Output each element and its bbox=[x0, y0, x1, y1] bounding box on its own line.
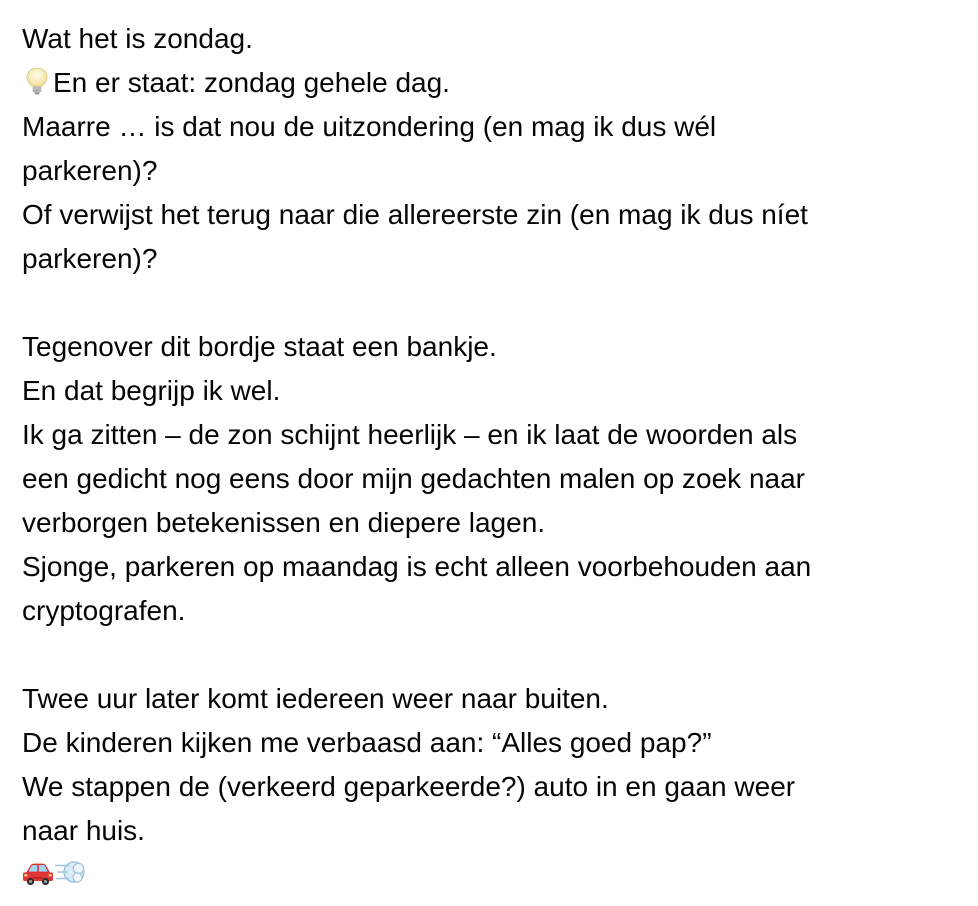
post-line: naar huis. bbox=[22, 815, 145, 846]
emoji-line bbox=[22, 853, 962, 897]
post-line: een gedicht nog eens door mijn gedachten malen op zoek naar bbox=[22, 463, 805, 494]
post-line: verborgen betekenissen en diepere lagen. bbox=[22, 507, 546, 538]
post-line: En dat begrijp ik wel. bbox=[22, 375, 281, 406]
paragraph-break bbox=[22, 633, 962, 677]
post-line: En er staat: zondag gehele dag. bbox=[53, 67, 450, 98]
post-line: Of verwijst het terug naar die allereerste zin (en mag ik dus níet bbox=[22, 199, 808, 230]
post-line: We stappen de (verkeerd geparkeerde?) auto in en gaan weer bbox=[22, 771, 796, 802]
light-bulb-icon bbox=[22, 66, 52, 96]
dashing-away-icon bbox=[54, 856, 86, 888]
post-line: Ik ga zitten – de zon schijnt heerlijk – en ik laat de woorden als bbox=[22, 419, 798, 450]
red-car-icon bbox=[22, 856, 54, 888]
post-line: Sjonge, parkeren op maandag is echt alleen voorbehouden aan bbox=[22, 551, 812, 582]
post-line: parkeren)? bbox=[22, 243, 158, 274]
post-text bbox=[22, 17, 962, 897]
post-line: Twee uur later komt iedereen weer naar buiten. bbox=[22, 683, 609, 714]
post-line: Wat het is zondag. bbox=[22, 23, 253, 54]
post-line: De kinderen kijken me verbaasd aan: “Alles goed pap?” bbox=[22, 727, 712, 758]
post-line-with-icon bbox=[22, 61, 962, 105]
paragraph-break bbox=[22, 281, 962, 325]
post-line: Tegenover dit bordje staat een bankje. bbox=[22, 331, 497, 362]
post-line: Maarre … is dat nou de uitzondering (en mag ik dus wél bbox=[22, 111, 717, 142]
post-line: cryptografen. bbox=[22, 595, 186, 626]
post-line: parkeren)? bbox=[22, 155, 158, 186]
